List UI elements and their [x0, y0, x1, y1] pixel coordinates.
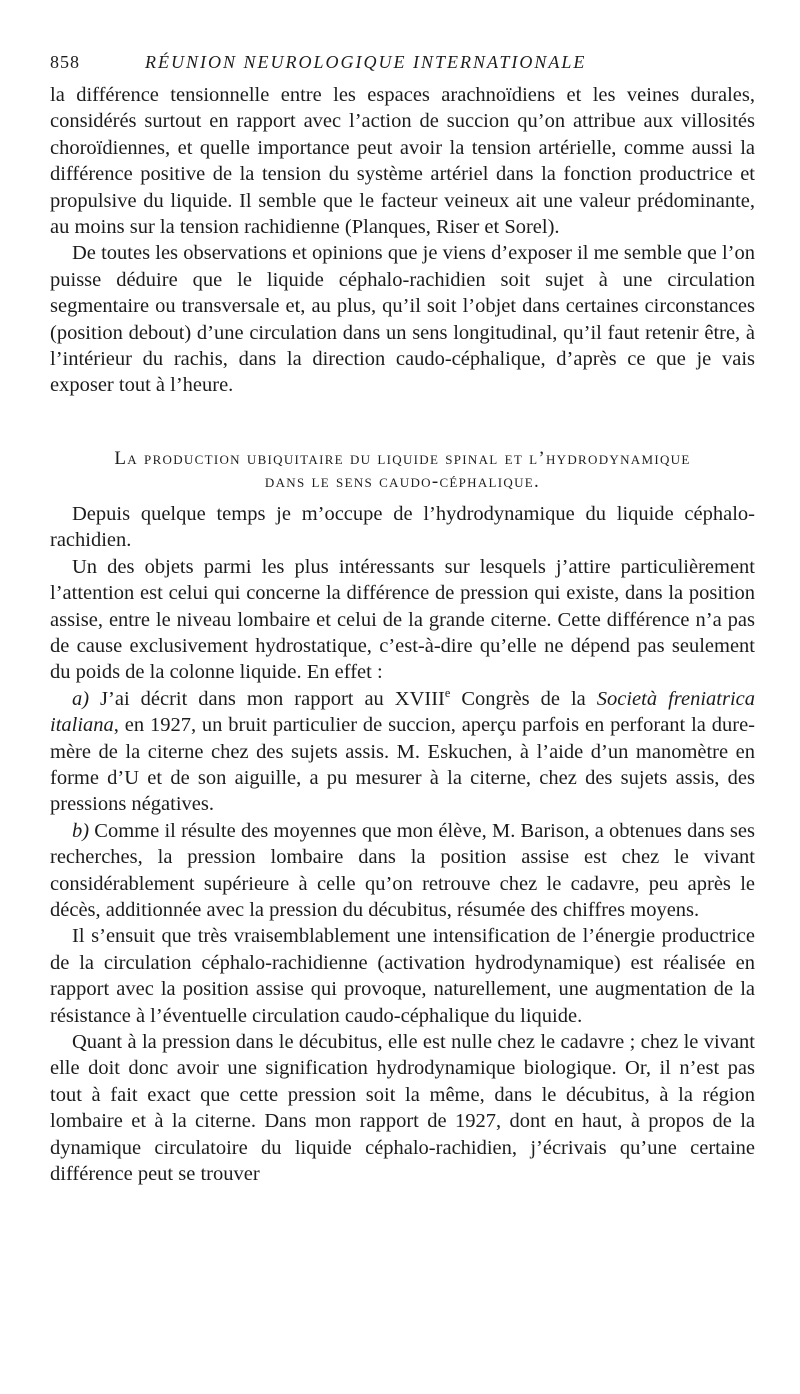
paragraph-item-a: [50, 686, 755, 818]
running-title: RÉUNION NEUROLOGIQUE INTERNATIONALE: [145, 52, 587, 72]
body-text: [50, 82, 755, 1187]
paragraph-conclusion: De toutes les observations et opinions que je viens d’exposer il me semble que l’on puisse déduire que le liquide céphalo-rachidien soit sujet à une circulation segmentaire ou transversale et, au plus, qu’il soit l’objet dans certaines circonstances (position debout) d’une circulation dans un sens longitudinal, qu’il faut retenir être, à l’intérieur du rachis, dans la direction caudo-céphalique, d’après ce que je vais exposer tout à l’heure.: [50, 242, 755, 397]
item-marker-a: a): [72, 687, 90, 710]
item-a-society-name: Società freniatrica italiana: [50, 687, 755, 737]
item-marker-b: b): [72, 819, 90, 842]
item-a-text-2: Congrès de la: [450, 687, 597, 710]
book-page: [50, 52, 755, 1187]
item-a-text-3: , en 1927, un bruit particulier de succion, aperçu parfois en perforant la dure-mère de la citerne chez des sujets assis. M. Eskuchen, à l’aide d’un manomètre en forme d’U et de son aiguille, a pu mesurer à la citerne, chez des sujets assis, des pressions négatives.: [50, 714, 755, 816]
section-heading-line-1: La production ubiquitaire du liquide spinal et l’hydrodynamique: [114, 447, 691, 469]
item-b-text: Comme il résulte des moyennes que mon élève, M. Barison, a obtenues dans ses recherches, la pression lombaire dans la position assise est chez le vivant considérablement supérieure à celle qu’on retrouve chez le cadavre, peu après le décès, additionnée avec la pression du décubitus, résumée des chiffres moyens.: [50, 819, 755, 921]
item-a-superscript: e: [444, 685, 451, 700]
paragraph-intro: Depuis quelque temps je m’occupe de l’hydrodynamique du liquide céphalo-rachidien.: [50, 502, 755, 552]
paragraph-consequence: Il s’ensuit que très vraisemblablement une intensification de l’énergie productrice de la circulation céphalo-rachidienne (activation hydrodynamique) est réalisée en rapport avec la position assise qui provoque, naturellement, une augmentation de la résistance à l’éventuelle circulation caudo-céphalique du liquide.: [50, 925, 755, 1027]
section-heading-line-2: dans le sens caudo-céphalique.: [264, 470, 541, 492]
paragraph-continued: la différence tensionnelle entre les espaces arachnoïdiens et les veines durales, considérés surtout en rapport avec l’action de succion qu’on attribue aux villosités choroïdiennes, et quelle importance peut avoir la tension artérielle, comme aussi la différence positive de la tension du système artériel dans la fonction productrice et propulsive du liquide. Il semble que le facteur veineux ait une valeur prédominante, au moins sur la tension rachidienne (Planques, Riser et Sorel).: [50, 84, 755, 239]
paragraph-item-b: [50, 818, 755, 924]
running-head: [50, 52, 755, 82]
section-heading: [50, 447, 755, 493]
paragraph-decubitus: Quant à la pression dans le décubitus, elle est nulle chez le cadavre ; chez le vivant elle doit donc avoir une signification hydrodynamique biologique. Or, il n’est pas tout à fait exact que cette pression soit la même, dans le décubitus, à la région lombaire et à la citerne. Dans mon rapport de 1927, dont en haut, à propos de la dynamique circulatoire du liquide céphalo-rachidien, j’écrivais qu’une certaine différence peut se trouver: [50, 1031, 755, 1186]
page-number: 858: [50, 52, 80, 72]
paragraph-pressure-difference: Un des objets parmi les plus intéressants sur lesquels j’attire particulièrement l’attention est celui qui concerne la différence de pression qui existe, dans la position assise, entre le niveau lombaire et celui de la grande citerne. Cette différence n’a pas de cause exclusivement hydrostatique, c’est-à-dire qu’elle ne dépend pas seulement du poids de la colonne liquide. En effet :: [50, 555, 755, 684]
item-a-text-1: J’ai décrit dans mon rapport au XVIII: [89, 687, 445, 710]
